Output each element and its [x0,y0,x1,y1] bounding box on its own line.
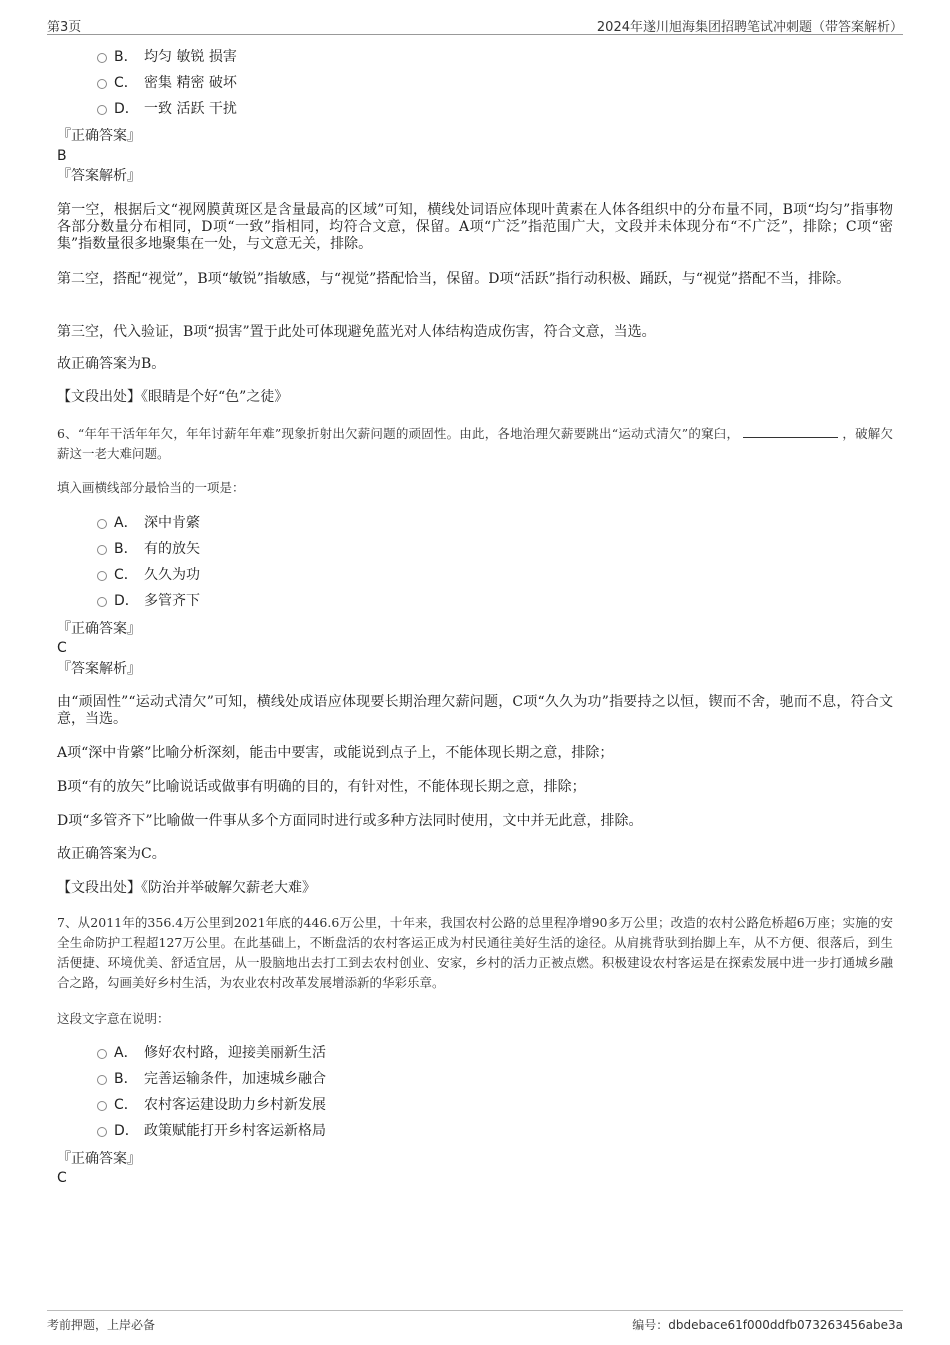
q6-answer: C [57,640,67,656]
q7-prompt: 这段文字意在说明： [57,1011,170,1026]
q7-stem: 7、从2011年的356.4万公里到2021年底的446.6万公里，十年来，我国农村公路的总里程净增90多万公里；改造的农村公路危桥超6万座；实施的安全生命防护工程超127万公里。在此基础上，不断盘活的农村客运正成为村民通往美好生活的途径。从肩挑背驮到抬脚上车，从不方便、很落后，到生活便捷、环境优美、舒适宜居，从一股脑地出去打工到去农村创业、安家，乡村的活力正被点燃。积极建设农村客运是在探索发展中进一步打通城乡融合之路，勾画美好乡村生活，为农业农村改革发展增添新的华彩乐章。 [57,915,893,990]
q6-option-d[interactable]: D． 多管齐下 [97,591,200,611]
q7-option-b[interactable]: B． 完善运输条件，加速城乡融合 [97,1069,326,1089]
radio-icon[interactable] [97,545,107,555]
q6-option-c[interactable]: C． 久久为功 [97,565,200,585]
answer-blank [743,425,838,438]
q5-analysis-para-3: 第三空，代入验证，B项“损害”置于此处可体现避免蓝光对人体结构造成伤害，符合文意，当选。 [57,324,656,340]
q6-option-b[interactable]: B． 有的放矢 [97,539,200,559]
q7-option-d[interactable]: D． 政策赋能打开乡村客运新格局 [97,1121,326,1141]
radio-icon[interactable] [97,1101,107,1111]
q7-answer-label: 『正确答案』 [57,1151,141,1167]
q5-analysis-para-1: 第一空，根据后文“视网膜黄斑区是含量最高的区域”可知，横线处词语应体现叶黄素在人体各组织中的分布量不同，B项“均匀”指事物各部分数量分布相同，D项“一致”指相同，均符合文意，保留。A项“广泛”指范围广大，文段并未体现分布“不广泛”，排除；C项“密集”指数量很多地聚集在一处，与文意无关，排除。 [57,202,893,252]
q6-prompt: 填入画横线部分最恰当的一项是： [57,480,245,495]
q5-analysis-para-2: 第二空，搭配“视觉”，B项“敏锐”指敏感，与“视觉”搭配恰当，保留。D项“活跃”指行动积极、踊跃，与“视觉”搭配不当，排除。 [57,271,851,287]
page-number: 第3页 [47,20,82,35]
document-id: 编号：dbdebace61f000ddfb073263456abe3a [632,1318,903,1332]
radio-icon[interactable] [97,105,107,115]
radio-icon[interactable] [97,597,107,607]
footer-slogan: 考前押题，上岸必备 [47,1318,156,1332]
radio-icon[interactable] [97,1049,107,1059]
page-footer [47,1310,903,1335]
q7-option-a[interactable]: A． 修好农村路，迎接美丽新生活 [97,1043,326,1063]
q5-analysis-label: 『答案解析』 [57,168,141,184]
radio-icon[interactable] [97,1127,107,1137]
page-header [47,14,903,35]
q7-answer: C [57,1170,67,1186]
q6-analysis-para-4: D项“多管齐下”比喻做一件事从多个方面同时进行或多种方法同时使用，文中并无此意，排除。 [57,813,643,829]
q6-analysis-para-1: 由“顽固性”“运动式清欠”可知，横线处成语应体现要长期治理欠薪问题，C项“久久为功”指要持之以恒，锲而不舍，驰而不息，符合文意，当选。 [57,694,893,727]
radio-icon[interactable] [97,79,107,89]
q5-source: 【文段出处】《眼睛是个好“色”之徒》 [57,389,289,405]
radio-icon[interactable] [97,53,107,63]
document-title: 2024年遂川旭海集团招聘笔试冲刺题（带答案解析） [596,20,903,35]
q5-analysis-conclusion: 故正确答案为B。 [57,356,166,372]
q7-option-c[interactable]: C． 农村客运建设助力乡村新发展 [97,1095,326,1115]
q6-option-a[interactable]: A． 深中肯綮 [97,513,200,533]
q6-source: 【文段出处】《防治并举破解欠薪老大难》 [57,880,316,896]
q5-option-d[interactable]: D． 一致 活跃 干扰 [97,99,237,119]
q6-analysis-conclusion: 故正确答案为C。 [57,846,166,862]
q6-analysis-para-2: A项“深中肯綮”比喻分析深刻，能击中要害，或能说到点子上，不能体现长期之意，排除； [57,745,614,761]
q6-stem: 6、“年年干活年年欠，年年讨薪年年难”现象折射出欠薪问题的顽固性。由此，各地治理欠薪要跳出“运动式清欠”的窠臼， ，破解欠薪这一老大难问题。 [57,426,893,461]
q5-answer: B [57,148,67,164]
q6-analysis-para-3: B项“有的放矢”比喻说话或做事有明确的目的，有针对性，不能体现长期之意，排除； [57,779,586,795]
q6-answer-label: 『正确答案』 [57,621,141,637]
radio-icon[interactable] [97,519,107,529]
q5-option-c[interactable]: C． 密集 精密 破坏 [97,73,237,93]
q5-answer-label: 『正确答案』 [57,128,141,144]
radio-icon[interactable] [97,1075,107,1085]
q5-option-b[interactable]: B． 均匀 敏锐 损害 [97,47,237,67]
radio-icon[interactable] [97,571,107,581]
q6-analysis-label: 『答案解析』 [57,661,141,677]
